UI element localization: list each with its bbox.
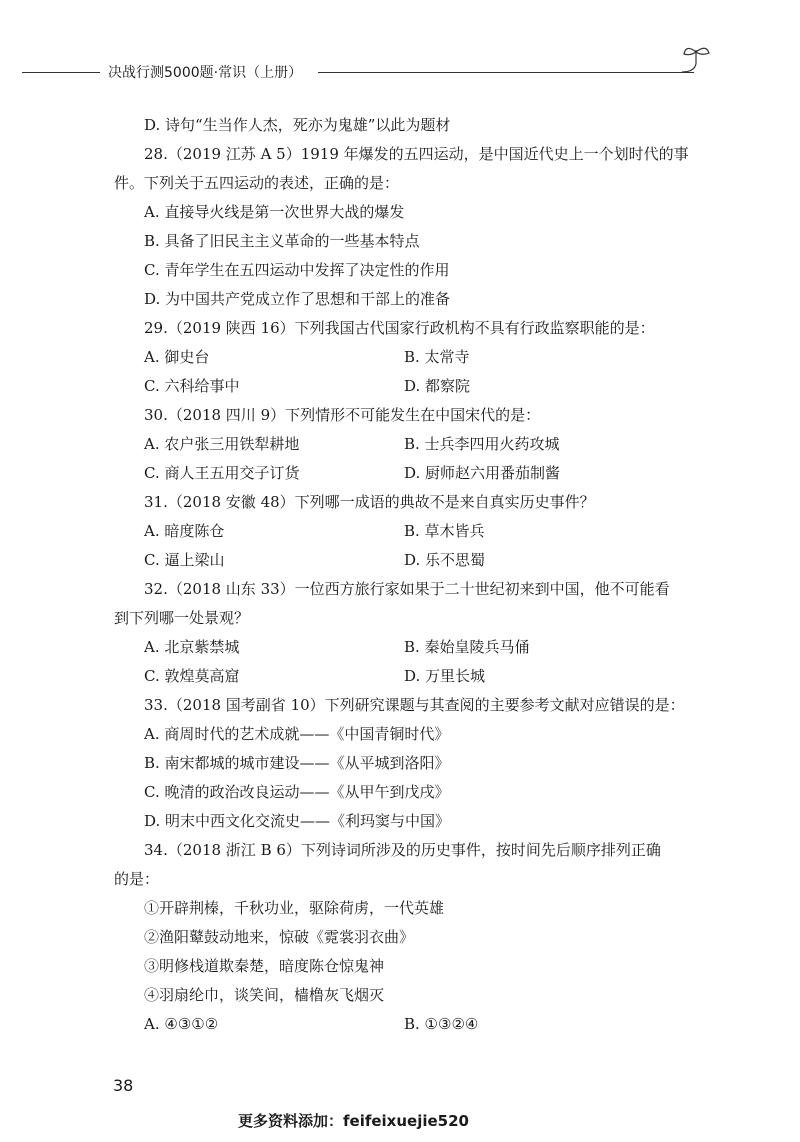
q34-verse-4: ④羽扇纶巾，谈笑间，樯橹灰飞烟灭 (144, 986, 385, 1004)
q31-options-row-2 (114, 546, 704, 575)
q30-option-a: A. 农户张三用铁犁耕地 (144, 435, 300, 453)
q31-option-c: C. 逼上梁山 (144, 551, 225, 569)
q32-option-b: B. 秦始皇陵兵马俑 (404, 638, 530, 656)
q31-option-d: D. 乐不思蜀 (404, 551, 486, 569)
footer-note: 更多资料添加：feifeixuejie520 (238, 1112, 469, 1130)
q28-option-a: A. 直接导火线是第一次世界大战的爆发 (144, 203, 405, 221)
q34-verse-2: ②渔阳鼙鼓动地来，惊破《霓裳羽衣曲》 (144, 928, 415, 946)
q34-verse-3: ③明修栈道欺秦楚，暗度陈仓惊鬼神 (144, 957, 385, 975)
question-29: 29.（2019 陕西 16）下列我国古代国家行政机构不具有行政监察职能的是： (144, 319, 655, 337)
q30-option-d: D. 厨师赵六用番茄制酱 (404, 464, 561, 482)
running-header (22, 62, 712, 82)
q30-option-c: C. 商人王五用交子订货 (144, 464, 300, 482)
q32-option-a: A. 北京紫禁城 (144, 638, 240, 656)
option-d-prev: D. 诗句“生当作人杰，死亦为鬼雄”以此为题材 (144, 116, 451, 134)
q31-option-b: B. 草木皆兵 (404, 522, 485, 540)
q29-options-row-1 (114, 343, 704, 372)
q31-options-row-1 (114, 517, 704, 546)
q34-verse-1: ①开辟荆榛，千秋功业，驱除荷虏，一代英雄 (144, 899, 445, 917)
q30-options-row-1 (114, 430, 704, 459)
q33-option-d: D. 明末中西文化交流史——《利玛窦与中国》 (144, 812, 451, 830)
q34-option-b: B. ①③②④ (404, 1015, 479, 1033)
q28-option-d: D. 为中国共产党成立作了思想和干部上的准备 (144, 290, 451, 308)
question-28-line-1: 28.（2019 江苏 A 5）1919 年爆发的五四运动，是中国近代史上一个划时代的事 (144, 145, 689, 163)
q29-option-b: B. 太常寺 (404, 348, 470, 366)
question-34-line-2: 的是： (114, 870, 160, 888)
q33-option-a: A. 商周时代的艺术成就——《中国青铜时代》 (144, 725, 450, 743)
q29-options-row-2 (114, 372, 704, 401)
q29-option-d: D. 都察院 (404, 377, 471, 395)
question-31: 31.（2018 安徽 48）下列哪一成语的典故不是来自真实历史事件？ (144, 493, 595, 511)
q30-option-b: B. 士兵李四用火药攻城 (404, 435, 560, 453)
q34-options-row-1 (114, 1010, 704, 1039)
page-number: 38 (113, 1076, 134, 1095)
q32-options-row-2 (114, 662, 704, 691)
question-32-line-1: 32.（2018 山东 33）一位西方旅行家如果于二十世纪初来到中国，他不可能看 (144, 580, 670, 598)
question-30: 30.（2018 四川 9）下列情形不可能发生在中国宋代的是： (144, 406, 541, 424)
question-text (114, 111, 704, 1039)
header-rule-right (318, 72, 694, 73)
q33-option-c: C. 晚清的政治改良运动——《从甲午到戊戌》 (144, 783, 450, 801)
q32-option-d: D. 万里长城 (404, 667, 486, 685)
question-28-line-2: 件。下列关于五四运动的表述，正确的是： (114, 174, 400, 192)
sprout-icon (676, 42, 716, 82)
q32-option-c: C. 敦煌莫高窟 (144, 667, 240, 685)
q29-option-c: C. 六科给事中 (144, 377, 240, 395)
question-34-line-1: 34.（2018 浙江 B 6）下列诗词所涉及的历史事件，按时间先后顺序排列正确 (144, 841, 661, 859)
q34-option-a: A. ④③①② (144, 1015, 219, 1033)
q30-options-row-2 (114, 459, 704, 488)
question-32-line-2: 到下列哪一处景观？ (114, 609, 250, 627)
q32-options-row-1 (114, 633, 704, 662)
book-title: 决战行测5000题·常识（上册） (108, 65, 303, 81)
q31-option-a: A. 暗度陈仓 (144, 522, 225, 540)
q28-option-b: B. 具备了旧民主主义革命的一些基本特点 (144, 232, 420, 250)
q29-option-a: A. 御史台 (144, 348, 210, 366)
header-rule-left (22, 72, 100, 73)
q33-option-b: B. 南宋都城的城市建设——《从平城到洛阳》 (144, 754, 450, 772)
q28-option-c: C. 青年学生在五四运动中发挥了决定性的作用 (144, 261, 450, 279)
question-33: 33.（2018 国考副省 10）下列研究课题与其查阅的主要参考文献对应错误的是： (144, 696, 685, 714)
